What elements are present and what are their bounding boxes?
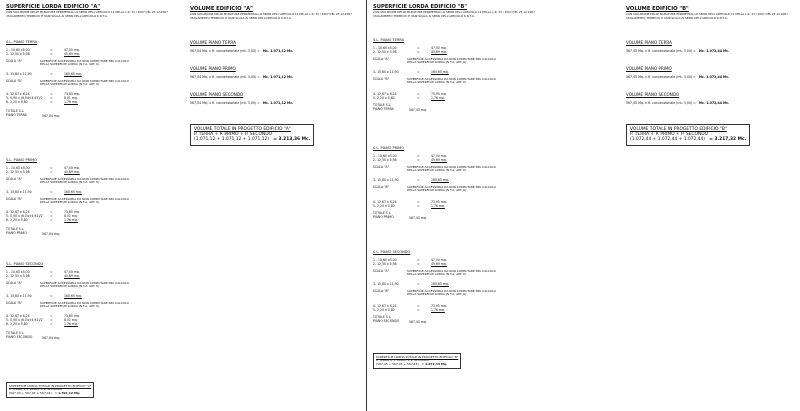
calc-formula: 4- 12,67 x 6,24	[373, 200, 397, 204]
calc-formula: 3- 15,80 x 11,90	[6, 294, 32, 298]
calc-equals: =	[417, 304, 420, 308]
calc-equals: =	[50, 100, 53, 104]
calc-row	[6, 322, 106, 326]
calc-equals: =	[417, 282, 420, 286]
floor-label: PIANO PRIMO	[6, 231, 27, 235]
volume-floor-calc	[626, 75, 729, 79]
scala-desc: SUPERFICIE ACCESSORIA DA NON COMPUTARE NEL CALCOLO DELLA SUPERFICIE LORDA (N.T.A. ART. 6)	[407, 288, 496, 296]
sheet-a-title: SUPERFICIE LORDA EDIFICIO "A"	[6, 4, 101, 10]
volume-floor-calc	[190, 101, 293, 105]
calc-value: 75,95 mq.	[431, 200, 447, 204]
calc-equals: =	[50, 52, 53, 56]
calc-formula: 6- 2,20 x 0,80	[6, 100, 28, 104]
totale-label: TOTALE S.L.	[373, 103, 392, 107]
sheet-divider	[366, 0, 367, 411]
calc-equals: =	[50, 92, 53, 96]
calc-formula: 3- 15,80 x 11,90	[373, 178, 399, 182]
calc-row	[6, 100, 106, 104]
calc-formula: 2- 12,50 x 5,98	[6, 170, 30, 174]
calc-formula: 1 - 10,60 x5,00	[6, 270, 30, 274]
scala-label: SCALA "A"	[373, 269, 390, 273]
scala-label: SCALA "A"	[373, 165, 390, 169]
floor-total: 567,04 mq.	[42, 232, 60, 236]
calc-equals: =	[50, 170, 53, 174]
sheet-a-note: CON SOLUZIONE DELLE MURATURE PERIMETRALI AI SENSI DELL'ARTICOLO 12 DELLA L.R. 33 / 2007 DEL 25.12.2007 (ISOLAMENTO TERMICO) E VANI SCALA AI SENSI DELL'ARTICOLO 6 N.T.A.	[6, 10, 168, 18]
calc-value: 47,50 mq.	[64, 270, 80, 274]
calc-formula: 1 - 10,60 x5,00	[373, 46, 397, 50]
scala-desc: SUPERFICIE ACCESSORIA DA NON COMPUTARE NEL CALCOLO DELLA SUPERFICIE LORDA (N.T.A. ART. 6)	[407, 184, 496, 192]
calc-row	[373, 282, 473, 286]
calc-equals: =	[417, 50, 420, 54]
totale-label: TOTALE S.L.	[6, 109, 25, 113]
volume-floor-title: VOLUME PIANO PRIMO	[626, 66, 672, 71]
calc-value: 73,85 mq.	[64, 92, 80, 96]
volume-a	[190, 6, 360, 20]
floor-title: S.L. PIANO SECONDO	[373, 250, 411, 254]
volume-floor	[626, 40, 800, 60]
scala-desc: SUPERFICIE ACCESSORIA DA NON COMPUTARE NEL CALCOLO DELLA SUPERFICIE LORDA (N.T.A. ART. 6)	[407, 76, 496, 84]
calc-row	[6, 170, 106, 174]
summary-line2: (567,45 + 567,45 + 567,45)	[376, 362, 419, 367]
calc-equals: =	[417, 200, 420, 204]
calc-value: 73,85 mq.	[64, 210, 80, 214]
volume-floor-title: VOLUME PIANO TERRA	[626, 40, 672, 45]
calc-equals: =	[417, 158, 420, 162]
totale-label: TOTALE S.L.	[6, 331, 25, 335]
calc-equals: =	[417, 262, 420, 266]
floor-total: 567,04 mq.	[42, 336, 60, 340]
calc-formula: 5- 2,20 x 0,80	[373, 308, 395, 312]
calc-row	[373, 50, 473, 54]
scala-desc: SUPERFICIE ACCESSORIA DA NON COMPUTARE NEL CALCOLO DELLA SUPERFICIE LORDA (N.T.A. ART. 6)	[40, 300, 129, 308]
volume-floor	[626, 66, 800, 86]
volume-floor	[626, 92, 800, 112]
calc-equals: =	[50, 72, 53, 76]
calc-value: 47,50 mq.	[431, 46, 447, 50]
volume-floor-calc	[190, 49, 293, 53]
summary-total: = 1.701,12 Mq.	[54, 391, 81, 396]
calc-value: 73,85 mq.	[64, 314, 80, 318]
calc-equals: =	[50, 314, 53, 318]
floor-title: S.L. PIANO SECONDO	[6, 262, 44, 266]
scala-label: SCALA "A"	[6, 177, 23, 181]
volume-floor	[190, 92, 365, 112]
calc-formula: 3- 15,80 x 11,90	[373, 70, 399, 74]
sheet-a-surface	[6, 4, 176, 18]
calc-formula: 5- 2,20 x 0,80	[373, 96, 395, 100]
calc-equals: =	[417, 70, 420, 74]
floor-title: S.L. PIANO TERRA	[6, 40, 37, 44]
floor-block	[373, 250, 543, 360]
calc-formula: 4- 12,67 x 6,01	[373, 304, 397, 308]
volume-floor	[190, 66, 365, 86]
summary-line1: P. TERRA + P. PRIMO + P. SECONDO	[9, 387, 63, 392]
floor-label: PIANO PRIMO	[373, 215, 394, 219]
volume-floor-title: VOLUME PIANO TERRA	[190, 40, 236, 45]
volume-floor-title: VOLUME PIANO PRIMO	[190, 66, 236, 71]
floor-total: 567,45 mq.	[409, 108, 427, 112]
volume-value: Mc. 1.072,44 Mc.	[698, 49, 730, 53]
calc-value: 1,76 mq.	[64, 218, 78, 222]
calc-value: 45,69 mq.	[431, 158, 447, 162]
calc-row	[373, 158, 473, 162]
volume-calc: 567,04 Mq. x H. convenzionale (mt. 3,00) =	[190, 75, 260, 79]
volume-value: Mc. 1.072,44 Mc.	[698, 75, 730, 79]
totale-label: TOTALE S.L.	[6, 227, 25, 231]
volume-floor-calc	[190, 75, 293, 79]
calc-value: 1,76 mq.	[431, 308, 445, 312]
scala-label: SCALA "A"	[6, 59, 23, 63]
calc-formula: 1 - 10,60 x5,00	[6, 48, 30, 52]
calc-row	[6, 274, 106, 278]
calc-formula: 2- 12,50 x 5,98	[373, 50, 397, 54]
calc-equals: =	[417, 204, 420, 208]
volume-b-note: CON SOLUZIONE DELLE MURATURE PERIMETRALI AI SENSI DELL'ARTICOLO 12 DELLA L.R. 33 / 2007 DEL 25.12.2007 (ISOLAMENTO TERMICO) E VANI SCALA AI SENSI DELL'ARTICOLO 6 N.T.A.	[626, 12, 788, 20]
calc-equals: =	[50, 48, 53, 52]
scala-label: SCALA "A"	[373, 57, 390, 61]
calc-formula: 5- 2,20 x 0,80	[373, 204, 395, 208]
volume-value: Mc. 1.071,12 Mc.	[262, 101, 294, 105]
floor-block	[373, 146, 543, 256]
calc-row	[373, 178, 473, 182]
calc-row	[373, 96, 473, 100]
calc-formula: 3- 15,80 x 11,90	[6, 72, 32, 76]
calc-row	[6, 294, 106, 298]
sheet-a-summary	[6, 382, 94, 398]
floor-label: PIANO TERRA	[6, 113, 27, 117]
calc-value: 1,76 mq.	[431, 96, 445, 100]
volume-value: Mc. 1.072,44 Mc.	[698, 101, 730, 105]
volume-floor-title: VOLUME PIANO SECONDO	[626, 92, 680, 97]
calc-value: 47,50 mq.	[431, 258, 447, 262]
calc-equals: =	[417, 308, 420, 312]
calc-equals: =	[417, 178, 420, 182]
volume-total-line2: (1.071,12 + 1.071,12 + 1.071,12)	[194, 137, 270, 143]
calc-equals: =	[417, 154, 420, 158]
calc-value: 8,01 mq.	[64, 318, 78, 322]
floor-title: S.L. PIANO TERRA	[373, 38, 404, 42]
floor-title: S.L. PIANO PRIMO	[6, 158, 37, 162]
calc-value: 1,76 mq.	[431, 204, 445, 208]
calc-formula: 5- 0,90 x (6,54+4,92)/2	[6, 318, 43, 322]
calc-value: 75,95 mq.	[431, 92, 447, 96]
calc-row	[373, 204, 473, 208]
totale-label: TOTALE S.L.	[373, 315, 392, 319]
volume-b	[626, 6, 796, 20]
floor-block	[6, 158, 176, 268]
scala-desc: SUPERFICIE ACCESSORIA DA NON COMPUTARE NEL CALCOLO DELLA SUPERFICIE LORDA (N.T.A. ART. 6)	[40, 58, 129, 66]
scala-desc: SUPERFICIE ACCESSORIA DA NON COMPUTARE NEL CALCOLO DELLA SUPERFICIE LORDA (N.T.A. ART. 6)	[40, 196, 129, 204]
calc-equals: =	[417, 258, 420, 262]
sheet-b-summary	[373, 353, 461, 369]
calc-formula: 2- 12,50 x 5,98	[373, 262, 397, 266]
calc-equals: =	[50, 96, 53, 100]
calc-row	[373, 262, 473, 266]
calc-value: 8,01 mq.	[64, 214, 78, 218]
floor-label: PIANO SECONDO	[373, 319, 400, 323]
calc-value: 1,76 mq.	[64, 322, 78, 326]
calc-equals: =	[50, 274, 53, 278]
calc-value: 75,95 mq.	[431, 304, 447, 308]
volume-calc: 567,45 Mq. x H. convenzionale (mt. 3,00) =	[626, 75, 696, 79]
calc-value: 160,65 mq.	[431, 178, 449, 182]
calc-row	[6, 218, 106, 222]
floor-title: S.L. PIANO PRIMO	[373, 146, 404, 150]
floor-block	[6, 40, 176, 150]
summary-title: SUPERFICIE LORDA TOTALE IN PROGETTO EDIFICIO "B"	[376, 354, 459, 359]
calc-equals: =	[50, 214, 53, 218]
calc-value: 160,65 mq.	[64, 294, 82, 298]
volume-floor-calc	[626, 49, 729, 53]
volume-total-title: VOLUME TOTALE IN PROGETTO EDIFICIO "B"	[630, 127, 727, 132]
calc-value: 45,69 mq.	[64, 170, 80, 174]
calc-value: 160,65 mq.	[64, 72, 82, 76]
calc-equals: =	[50, 190, 53, 194]
calc-value: 45,69 mq.	[64, 274, 80, 278]
floor-total: 567,04 mq.	[42, 114, 60, 118]
scala-label: SCALA "B"	[6, 79, 23, 83]
volume-floor-title: VOLUME PIANO SECONDO	[190, 92, 244, 97]
scala-desc: SUPERFICIE ACCESSORIA DA NON COMPUTARE NEL CALCOLO DELLA SUPERFICIE LORDA (N.T.A. ART. 6)	[407, 164, 496, 172]
calc-formula: 2- 12,50 x 5,98	[6, 274, 30, 278]
summary-line2: (567,04 + 567,04 + 567,04)	[9, 391, 52, 396]
calc-value: 47,50 mq.	[431, 154, 447, 158]
calc-formula: 4- 12,67 x 6,24	[6, 314, 30, 318]
calc-value: 45,69 mq.	[64, 52, 80, 56]
scala-label: SCALA "B"	[373, 185, 390, 189]
sheet-b-surface	[373, 4, 543, 18]
calc-formula: 6- 2,20 x 0,80	[6, 322, 28, 326]
calc-value: 8,01 mq.	[64, 96, 78, 100]
calc-equals: =	[50, 218, 53, 222]
scala-label: SCALA "B"	[6, 197, 23, 201]
calc-value: 1,76 mq.	[64, 100, 78, 104]
calc-value: 45,69 mq.	[431, 50, 447, 54]
calc-formula: 1 - 10,60 x5,00	[373, 154, 397, 158]
calc-formula: 2- 12,50 x 5,98	[6, 52, 30, 56]
scala-desc: SUPERFICIE ACCESSORIA DA NON COMPUTARE NEL CALCOLO DELLA SUPERFICIE LORDA (N.T.A. ART. 6)	[40, 78, 129, 86]
volume-floor	[190, 40, 365, 60]
volume-a-title: VOLUME EDIFICIO "A"	[190, 6, 253, 12]
calc-formula: 1 - 10,60 x5,00	[6, 166, 30, 170]
volume-floor-calc	[626, 101, 729, 105]
floor-label: PIANO TERRA	[373, 107, 394, 111]
floor-total: 567,45 mq.	[409, 320, 427, 324]
summary-title: SUPERFICIE LORDA TOTALE IN PROGETTO EDIFICIO "A"	[9, 383, 92, 388]
calc-formula: 5- 0,90 x (6,54+4,92)/2	[6, 214, 43, 218]
calc-value: 160,65 mq.	[431, 70, 449, 74]
scala-desc: SUPERFICIE ACCESSORIA DA NON COMPUTARE NEL CALCOLO DELLA SUPERFICIE LORDA (N.T.A. ART. 6)	[40, 280, 129, 288]
volume-b-total	[626, 124, 750, 146]
volume-b-title: VOLUME EDIFICIO "B"	[626, 6, 689, 12]
volume-total-line1: P. TERRA + P. PRIMO + P. SECONDO	[194, 132, 273, 138]
scala-label: SCALA "A"	[6, 281, 23, 285]
calc-equals: =	[417, 46, 420, 50]
calc-equals: =	[50, 210, 53, 214]
calc-equals: =	[50, 294, 53, 298]
calc-value: 47,50 mq.	[64, 48, 80, 52]
volume-calc: 567,45 Mq. x H. convenzionale (mt. 3,00) =	[626, 101, 696, 105]
volume-calc: 567,45 Mq. x H. convenzionale (mt. 3,00) =	[626, 49, 696, 53]
floor-block	[6, 262, 176, 372]
scala-desc: SUPERFICIE ACCESSORIA DA NON COMPUTARE NEL CALCOLO DELLA SUPERFICIE LORDA (N.T.A. ART. 6)	[407, 268, 496, 276]
volume-total-value: = 3.217,32 Mc.	[709, 137, 747, 143]
calc-equals: =	[50, 322, 53, 326]
calc-formula: 2- 12,50 x 5,98	[373, 158, 397, 162]
floor-label: PIANO SECONDO	[6, 335, 33, 339]
calc-formula: 1 - 10,60 x5,00	[373, 258, 397, 262]
calc-value: 160,65 mq.	[64, 190, 82, 194]
calc-formula: 4- 12,67 x 6,24	[6, 210, 30, 214]
volume-calc: 567,04 Mq. x H. convenzionale (mt. 3,00) =	[190, 49, 260, 53]
volume-total-line1: P. TERRA + P. PRIMO + P. SECONDO	[630, 132, 709, 138]
volume-value: Mc. 1.071,12 Mc.	[262, 75, 294, 79]
calc-formula: 3- 15,80 x 11,90	[373, 282, 399, 286]
scala-label: SCALA "B"	[373, 289, 390, 293]
calc-row	[373, 308, 473, 312]
volume-total-title: VOLUME TOTALE IN PROGETTO EDIFICIO "A"	[194, 127, 291, 132]
summary-line1: P. TERRA + P. PRIMO + P. SECONDO	[376, 358, 430, 363]
volume-value: Mc. 1.071,12 Mc.	[262, 49, 294, 53]
calc-row	[373, 70, 473, 74]
volume-total-line2: (1.072,44 + 1.072,44 + 1.072,44)	[630, 137, 706, 143]
scala-desc: SUPERFICIE ACCESSORIA DA NON COMPUTARE NEL CALCOLO DELLA SUPERFICIE LORDA (N.T.A. ART. 6)	[407, 56, 496, 64]
sheet-b-title: SUPERFICIE LORDA EDIFICIO "B"	[373, 4, 468, 10]
sheet-b-note: CON SOLUZIONE DELLE MURATURE PERIMETRALI AI SENSI DELL'ARTICOLO 12 DELLA L.R. 33 / 2007 DEL 25.12.2007 (ISOLAMENTO TERMICO) E VANI SCALA AI SENSI DELL'ARTICOLO 6 N.T.A.	[373, 10, 535, 18]
calc-value: 160,65 mq.	[431, 282, 449, 286]
calc-equals: =	[50, 270, 53, 274]
calc-formula: 3- 15,80 x 11,90	[6, 190, 32, 194]
calc-equals: =	[50, 318, 53, 322]
calc-row	[6, 190, 106, 194]
scala-desc: SUPERFICIE ACCESSORIA DA NON COMPUTARE NEL CALCOLO DELLA SUPERFICIE LORDA (N.T.A. ART. 6)	[40, 176, 129, 184]
calc-row	[6, 52, 106, 56]
calc-equals: =	[417, 92, 420, 96]
floor-total: 567,45 mq.	[409, 216, 427, 220]
calc-formula: 4- 12,67 x 6,24	[6, 92, 30, 96]
volume-a-total	[190, 124, 314, 146]
calc-value: 47,50 mq.	[64, 166, 80, 170]
calc-value: 45,69 mq.	[431, 262, 447, 266]
summary-total: = 1.072,44 Mq.	[421, 362, 448, 367]
calc-equals: =	[417, 96, 420, 100]
calc-formula: 6- 2,20 x 0,80	[6, 218, 28, 222]
volume-a-note: CON SOLUZIONE DELLE MURATURE PERIMETRALI AI SENSI DELL'ARTICOLO 12 DELLA L.R. 33 / 2007 DEL 25.12.2007 (ISOLAMENTO TERMICO) E VANI SCALA AI SENSI DELL'ARTICOLO 6 N.T.A.	[190, 12, 352, 20]
scala-label: SCALA "B"	[373, 77, 390, 81]
totale-label: TOTALE S.L.	[373, 211, 392, 215]
volume-calc: 567,04 Mq. x H. convenzionale (mt. 3,00) =	[190, 101, 260, 105]
floor-block	[373, 38, 543, 148]
calc-formula: 5- 0,90 x (6,54+4,92)/2	[6, 96, 43, 100]
scala-label: SCALA "B"	[6, 301, 23, 305]
volume-total-value: = 3.213,36 Mc.	[273, 137, 311, 143]
calc-formula: 4- 12,67 x 6,24	[373, 92, 397, 96]
calc-row	[6, 72, 106, 76]
calc-equals: =	[50, 166, 53, 170]
